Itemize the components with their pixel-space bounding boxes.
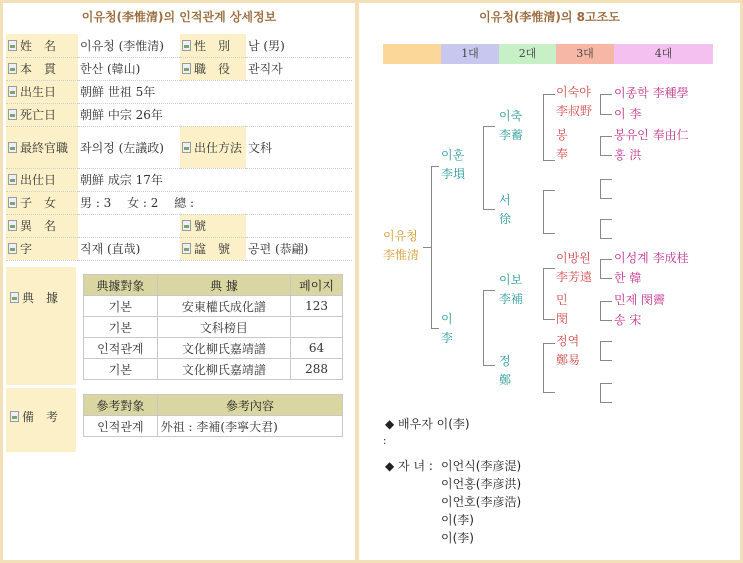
broken-image-icon [8, 197, 17, 208]
notes-label-cell [6, 388, 76, 452]
table-cell: 기본 [84, 359, 158, 380]
ho-value [246, 214, 352, 237]
broken-image-icon [182, 142, 191, 153]
sources-label: 典 據 [22, 291, 59, 305]
gen1-person[interactable]: 이훈 李塤 [441, 148, 466, 181]
broken-image-icon [8, 40, 17, 51]
gen-header-2: 2대 [499, 44, 556, 64]
gen4-person[interactable]: 이종학 李種學 [614, 86, 689, 100]
sources-header: 典 據 [157, 275, 290, 296]
origin-label: 本 貫 [6, 57, 78, 80]
start-value: 朝鮮 成宗 17年 [78, 168, 352, 191]
sex-value: 남 (男) [246, 34, 352, 57]
gen3-person[interactable]: 정역 鄭易 [556, 334, 581, 367]
table-cell: 기본 [84, 317, 158, 338]
table-row [84, 317, 343, 338]
gen2-person[interactable]: 이보 李補 [499, 273, 524, 306]
table-cell: 文科榜目 [157, 317, 290, 338]
spouse-label: ◆ 배우자 [385, 417, 433, 431]
origin-value: 한산 (韓山) [78, 57, 180, 80]
gen4-person[interactable]: 민제 閔霽 [614, 293, 665, 307]
gen1-person[interactable]: 이 李 [441, 312, 454, 345]
method-label: 出仕方法 [180, 126, 246, 168]
death-value: 朝鮮 中宗 26年 [78, 103, 352, 126]
notes-table [83, 394, 343, 437]
table-cell: 文化柳氏嘉靖譜 [157, 359, 290, 380]
children-label: 子 女 [6, 191, 78, 214]
broken-image-icon [182, 243, 191, 254]
sources-header: 페이지 [291, 275, 343, 296]
notes-label: 備 考 [22, 410, 59, 424]
broken-image-icon [8, 243, 17, 254]
table-row [84, 416, 343, 437]
sources-table [83, 274, 343, 380]
gen4-person[interactable]: 봉유인 奉由仁 [614, 128, 689, 142]
gen-header-1: 1대 [441, 44, 499, 64]
sources-header: 典據對象 [84, 275, 158, 296]
table-cell: 安東權氏成化譜 [157, 296, 290, 317]
table-cell: 64 [291, 338, 343, 359]
gen-header-4: 4대 [614, 44, 713, 64]
broken-image-icon [8, 142, 17, 153]
table-cell [291, 317, 343, 338]
table-cell: 123 [291, 296, 343, 317]
table-cell: 文化柳氏嘉靖譜 [157, 338, 290, 359]
sex-label: 性 別 [180, 34, 246, 57]
birth-value: 朝鮮 世祖 5年 [78, 80, 352, 103]
broken-image-icon [8, 109, 17, 120]
gen3-person[interactable]: 이숙야 李叔野 [556, 85, 593, 118]
table-row [84, 338, 343, 359]
child-link[interactable]: 이언식(李彦湜) [441, 459, 522, 473]
lastpost-label: 最終官職 [6, 126, 78, 168]
gen2-person[interactable]: 서 徐 [499, 193, 512, 226]
broken-image-icon [8, 220, 17, 231]
broken-image-icon [8, 63, 17, 74]
table-cell: 인적관계 [84, 416, 158, 437]
ja-value: 직재 (直哉) [78, 237, 180, 260]
gen3-person[interactable]: 봉 奉 [556, 128, 569, 161]
death-label: 死亡日 [6, 103, 78, 126]
child-link[interactable]: 이언홍(李彦洪) [441, 477, 522, 491]
posthumous-value: 공편 (恭翩) [246, 237, 352, 260]
posthumous-label: 諡 號 [180, 237, 246, 260]
broken-image-icon [8, 86, 17, 97]
broken-image-icon [182, 63, 191, 74]
child-link[interactable]: 이(李) [441, 513, 474, 527]
spouse-line [385, 415, 470, 432]
notes-header: 參考對象 [84, 395, 158, 416]
panel-title: 이유청(李惟清)의 8고조도 [479, 10, 620, 24]
name-label: 姓 名 [6, 34, 78, 57]
broken-image-icon [10, 411, 19, 422]
gen2-person[interactable]: 이축 李蓄 [499, 109, 524, 142]
table-cell: 外祖 : 李補(李寧大君) [157, 416, 342, 437]
info-table [6, 34, 352, 261]
gen4-person[interactable]: 홍 洪 [614, 148, 642, 162]
table-cell: 288 [291, 359, 343, 380]
birth-label: 出生日 [6, 80, 78, 103]
gen3-person[interactable]: 민 閔 [556, 293, 569, 326]
name-value: 이유청 (李惟清) [78, 34, 180, 57]
root-person[interactable]: 이유청 李惟清 [383, 229, 420, 262]
post-value: 관직자 [246, 57, 352, 80]
spouse-link[interactable]: 이(李) [436, 417, 470, 431]
sources-label-cell [6, 267, 76, 385]
gen-header-0 [383, 44, 441, 64]
person-detail-panel [3, 3, 355, 560]
post-label: 職 役 [180, 57, 246, 80]
table-row [84, 296, 343, 317]
method-value: 文科 [246, 126, 352, 168]
genealogy-panel [359, 3, 740, 560]
gen4-person[interactable]: 한 韓 [614, 271, 642, 285]
gen4-person[interactable]: 송 宋 [614, 313, 642, 327]
broken-image-icon [182, 40, 191, 51]
lastpost-value: 좌의정 (左議政) [78, 126, 180, 168]
alias-value [78, 214, 180, 237]
notes-header: 參考內容 [157, 395, 342, 416]
child-link[interactable]: 이언호(李彦浩) [441, 495, 522, 509]
panel-title: 이유청(李惟清)의 인적관계 상세정보 [81, 10, 277, 24]
ja-label: 字 [6, 237, 78, 260]
table-cell: 인적관계 [84, 338, 158, 359]
children-value: 男 : 3 女 : 2 總 : [78, 191, 352, 214]
gen-header-3: 3대 [556, 44, 614, 64]
children-label: ◆ 자 녀 : [385, 459, 433, 473]
child-link[interactable]: 이(李) [441, 531, 474, 545]
alias-label: 異 名 [6, 214, 78, 237]
gen3-person[interactable]: 이방원 李芳遠 [556, 251, 593, 284]
broken-image-icon [8, 174, 17, 185]
start-label: 出仕日 [6, 168, 78, 191]
ho-label: 號 [180, 214, 246, 237]
table-cell: 기본 [84, 296, 158, 317]
gen4-person[interactable]: 이 李 [614, 107, 642, 121]
broken-image-icon [10, 292, 19, 303]
broken-image-icon [182, 220, 191, 231]
colon-mark: : [383, 436, 387, 447]
table-row [84, 359, 343, 380]
children-list [441, 457, 521, 547]
gen4-person[interactable]: 이성계 李成桂 [614, 251, 689, 265]
gen2-person[interactable]: 정 鄭 [499, 354, 512, 387]
